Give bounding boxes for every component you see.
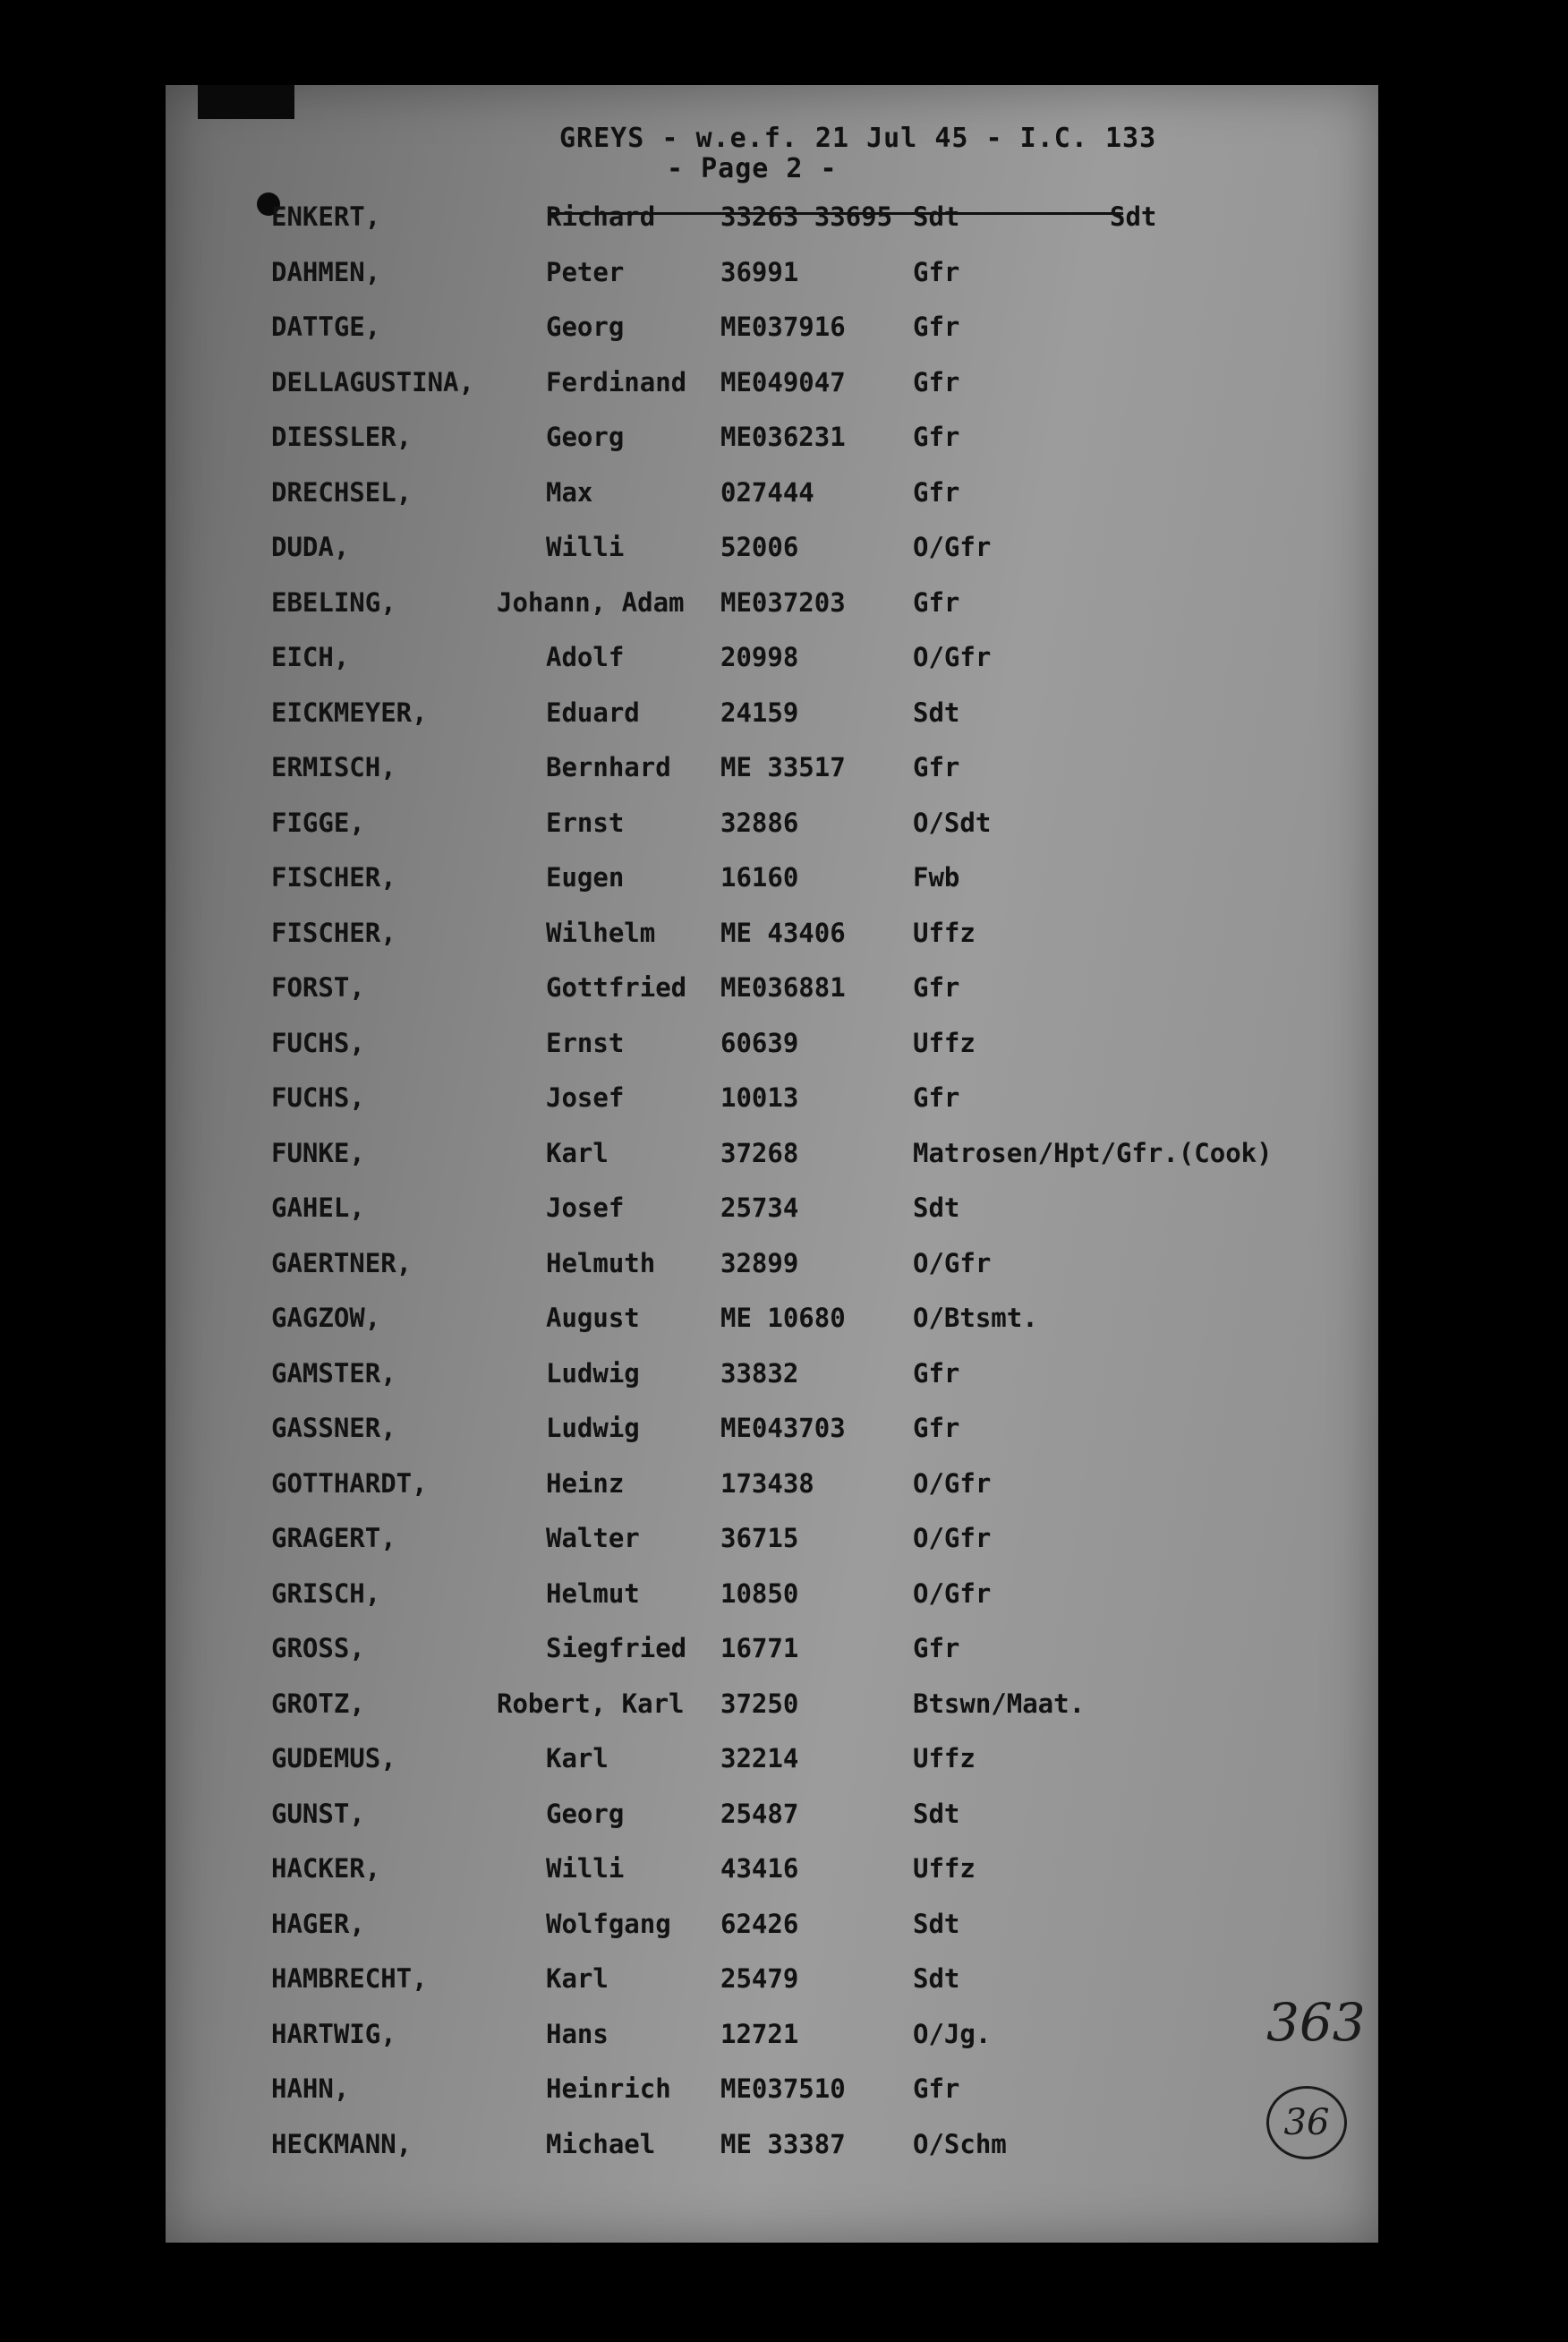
given-name-cell: Helmut — [546, 1577, 640, 1609]
surname-cell: EBELING, — [271, 586, 396, 618]
rank-cell: Gfr — [913, 1357, 960, 1389]
service-number-cell: 32214 — [720, 1743, 799, 1774]
document-page — [166, 85, 1378, 2243]
list-row — [166, 1021, 1378, 1076]
rank-cell: Sdt — [913, 697, 960, 728]
list-row — [166, 800, 1378, 856]
list-row — [166, 2066, 1378, 2122]
rank-cell: O/Gfr — [913, 1577, 992, 1609]
service-number-cell: 36991 — [720, 256, 799, 287]
rank-cell: Gfr — [913, 366, 960, 397]
circled-number-text: 36 — [1283, 2102, 1330, 2143]
surname-cell: FISCHER, — [271, 862, 396, 893]
rank-cell: Uffz — [913, 917, 976, 948]
rank-cell: O/Sdt — [913, 807, 992, 838]
surname-cell: HECKMANN, — [271, 2128, 413, 2159]
list-row — [166, 1681, 1378, 1737]
list-row — [166, 580, 1378, 636]
given-name-cell: Johann, Adam — [497, 586, 685, 618]
given-name-cell: Gottfried — [546, 972, 687, 1003]
service-number-cell: 37250 — [720, 1688, 799, 1719]
service-number-cell: 12721 — [720, 2018, 799, 2049]
surname-cell: GOTTHARDT, — [271, 1467, 428, 1499]
surname-cell: HAGER, — [271, 1908, 365, 1939]
surname-cell: GUDEMUS, — [271, 1743, 396, 1774]
list-row — [166, 2122, 1378, 2177]
service-number-cell: ME037510 — [720, 2073, 846, 2104]
rank-cell: Uffz — [913, 1853, 976, 1884]
rank-cell: O/Gfr — [913, 1467, 992, 1499]
list-row — [166, 1956, 1378, 2012]
surname-cell: FUNKE, — [271, 1137, 365, 1168]
service-number-cell: 10013 — [720, 1082, 799, 1113]
given-name-cell: Eduard — [546, 697, 640, 728]
given-name-cell: Ludwig — [546, 1357, 640, 1389]
rank-cell: Sdt — [913, 1963, 960, 1994]
list-row — [166, 1736, 1378, 1791]
given-name-cell: Michael — [546, 2128, 656, 2159]
rank-cell: Gfr — [913, 586, 960, 618]
given-name-cell: Adolf — [546, 642, 625, 672]
service-number-cell: 33832 — [720, 1357, 799, 1389]
surname-cell: EICKMEYER, — [271, 697, 428, 728]
list-row — [166, 1131, 1378, 1186]
rank-cell: Fwb — [913, 862, 960, 893]
surname-cell: FISCHER, — [271, 917, 396, 948]
service-number-cell: 10850 — [720, 1577, 799, 1609]
rank-cell: O/Gfr — [913, 1247, 992, 1278]
given-name-cell: Ludwig — [546, 1413, 640, 1443]
rank-cell: Gfr — [913, 312, 960, 342]
rank-cell: Gfr — [913, 256, 960, 287]
list-row — [166, 855, 1378, 910]
surname-cell: DUDA, — [271, 532, 350, 562]
given-name-cell: Georg — [546, 312, 625, 342]
given-name-cell: Karl — [546, 1963, 609, 1994]
list-row — [166, 304, 1378, 360]
given-name-cell: Helmuth — [546, 1247, 656, 1278]
given-name-cell: Peter — [546, 256, 625, 287]
personnel-list — [166, 194, 1378, 2176]
service-number-cell: 33263 33695 — [720, 201, 893, 232]
service-number-cell: 24159 — [720, 697, 799, 728]
service-number-cell: ME036231 — [720, 422, 846, 452]
list-row — [166, 910, 1378, 966]
list-row — [166, 1185, 1378, 1241]
list-row — [166, 635, 1378, 690]
service-number-cell: 60639 — [720, 1027, 799, 1058]
service-number-cell: ME049047 — [720, 366, 846, 397]
rank-cell: O/Gfr — [913, 642, 992, 672]
surname-cell: GAMSTER, — [271, 1357, 396, 1389]
rank-cell: Gfr — [913, 1413, 960, 1443]
given-name-cell: Ernst — [546, 1027, 625, 1058]
list-row — [166, 745, 1378, 800]
surname-cell: DATTGE, — [271, 312, 381, 342]
surname-cell: FORST, — [271, 972, 365, 1003]
surname-cell: HAHN, — [271, 2073, 350, 2104]
service-number-cell: 62426 — [720, 1908, 799, 1939]
surname-cell: DIESSLER, — [271, 422, 413, 452]
given-name-cell: Siegfried — [546, 1633, 687, 1663]
surname-cell: ERMISCH, — [271, 752, 396, 782]
surname-cell: GRISCH, — [271, 1577, 381, 1609]
rank-cell: Gfr — [913, 2073, 960, 2104]
surname-cell: DELLAGUSTINA, — [271, 366, 474, 397]
list-row — [166, 1846, 1378, 1902]
service-number-cell: 25487 — [720, 1798, 799, 1829]
list-row — [166, 1571, 1378, 1627]
surname-cell: GAHEL, — [271, 1192, 365, 1223]
rank-cell: Btswn/Maat. — [913, 1688, 1086, 1719]
service-number-cell: 25734 — [720, 1192, 799, 1223]
given-name-cell: Josef — [546, 1192, 625, 1223]
given-name-cell: Wolfgang — [546, 1908, 671, 1939]
list-row — [166, 1902, 1378, 1957]
list-row — [166, 1241, 1378, 1296]
rank-cell: Gfr — [913, 1633, 960, 1663]
given-name-cell: Walter — [546, 1523, 640, 1553]
given-name-cell: Josef — [546, 1082, 625, 1113]
surname-cell: DAHMEN, — [271, 256, 381, 287]
given-name-cell: Bernhard — [546, 752, 671, 782]
list-row — [166, 965, 1378, 1021]
given-name-cell: Ferdinand — [546, 366, 687, 397]
rank-cell: Gfr — [913, 752, 960, 782]
service-number-cell: 16771 — [720, 1633, 799, 1663]
list-row — [166, 1295, 1378, 1351]
list-row — [166, 360, 1378, 415]
service-number-cell: 43416 — [720, 1853, 799, 1884]
given-name-cell: Ernst — [546, 807, 625, 838]
surname-cell: GROTZ, — [271, 1688, 365, 1719]
given-name-cell: Georg — [546, 1798, 625, 1829]
black-tab-mark — [198, 85, 294, 119]
service-number-cell: 36715 — [720, 1523, 799, 1553]
handwritten-circled-number — [1266, 2086, 1347, 2159]
rank-cell: O/Schm — [913, 2128, 1007, 2159]
service-number-cell: ME 10680 — [720, 1303, 846, 1333]
given-name-cell: Karl — [546, 1743, 609, 1774]
surname-cell: HAMBRECHT, — [271, 1963, 428, 1994]
extra-note-cell: Sdt — [1110, 201, 1157, 232]
service-number-cell: 37268 — [720, 1137, 799, 1168]
surname-cell: HARTWIG, — [271, 2018, 396, 2049]
service-number-cell: ME 43406 — [720, 917, 846, 948]
given-name-cell: Wilhelm — [546, 917, 656, 948]
surname-cell: GAGZOW, — [271, 1303, 381, 1333]
rank-cell: Sdt — [913, 1192, 960, 1223]
given-name-cell: August — [546, 1303, 640, 1333]
service-number-cell: 027444 — [720, 476, 814, 508]
rank-cell: O/Jg. — [913, 2018, 992, 2049]
list-row — [166, 470, 1378, 526]
surname-cell: FIGGE, — [271, 807, 365, 838]
given-name-cell: Willi — [546, 532, 625, 562]
rank-cell: Sdt — [913, 1798, 960, 1829]
service-number-cell: 25479 — [720, 1963, 799, 1994]
surname-cell: DRECHSEL, — [271, 476, 413, 508]
service-number-cell: 32886 — [720, 807, 799, 838]
list-row — [166, 1461, 1378, 1517]
given-name-cell: Heinrich — [546, 2073, 671, 2104]
list-row — [166, 250, 1378, 305]
given-name-cell: Eugen — [546, 862, 625, 893]
header-page-label: - Page 2 - — [667, 153, 838, 184]
service-number-cell: ME 33517 — [720, 752, 846, 782]
service-number-cell: ME037916 — [720, 312, 846, 342]
handwritten-page-number: 363 — [1266, 1992, 1366, 2053]
surname-cell: GRAGERT, — [271, 1523, 396, 1553]
rank-cell: O/Btsmt. — [913, 1303, 1038, 1333]
service-number-cell: 52006 — [720, 532, 799, 562]
rank-cell: Gfr — [913, 422, 960, 452]
rank-cell: Gfr — [913, 1082, 960, 1113]
service-number-cell: 32899 — [720, 1247, 799, 1278]
list-row — [166, 1351, 1378, 1406]
rank-cell: Sdt — [913, 1908, 960, 1939]
rank-cell: Uffz — [913, 1743, 976, 1774]
header-title: GREYS - w.e.f. 21 Jul 45 - I.C. 133 — [559, 123, 1157, 154]
surname-cell: ENKERT, — [271, 201, 381, 232]
service-number-cell: 16160 — [720, 862, 799, 893]
surname-cell: EICH, — [271, 642, 350, 672]
given-name-cell: Robert, Karl — [497, 1688, 685, 1719]
given-name-cell: Max — [546, 476, 593, 508]
surname-cell: HACKER, — [271, 1853, 381, 1884]
list-row — [166, 1626, 1378, 1681]
rank-cell: Gfr — [913, 476, 960, 508]
surname-cell: GUNST, — [271, 1798, 365, 1829]
rank-cell: Uffz — [913, 1027, 976, 1058]
list-row — [166, 1406, 1378, 1461]
list-row — [166, 525, 1378, 580]
service-number-cell: ME037203 — [720, 586, 846, 618]
given-name-cell: Karl — [546, 1137, 609, 1168]
surname-cell: FUCHS, — [271, 1082, 365, 1113]
given-name-cell: Hans — [546, 2018, 609, 2049]
list-row — [166, 194, 1378, 250]
rank-cell: O/Gfr — [913, 532, 992, 562]
surname-cell: GROSS, — [271, 1633, 365, 1663]
service-number-cell: 20998 — [720, 642, 799, 672]
surname-cell: GAERTNER, — [271, 1247, 413, 1278]
service-number-cell: ME036881 — [720, 972, 846, 1003]
list-row — [166, 1075, 1378, 1131]
rank-cell: Matrosen/Hpt/Gfr.(Cook) — [913, 1137, 1273, 1168]
list-row — [166, 2012, 1378, 2067]
rank-cell: O/Gfr — [913, 1523, 992, 1553]
given-name-cell: Georg — [546, 422, 625, 452]
given-name-cell: Heinz — [546, 1467, 625, 1499]
service-number-cell: 173438 — [720, 1467, 814, 1499]
list-row — [166, 690, 1378, 746]
list-row — [166, 415, 1378, 470]
given-name-cell: Richard — [546, 201, 656, 232]
rank-cell: Sdt — [913, 201, 960, 232]
surname-cell: GASSNER, — [271, 1413, 396, 1443]
given-name-cell: Willi — [546, 1853, 625, 1884]
rank-cell: Gfr — [913, 972, 960, 1003]
list-row — [166, 1516, 1378, 1571]
list-row — [166, 1791, 1378, 1847]
service-number-cell: ME043703 — [720, 1413, 846, 1443]
surname-cell: FUCHS, — [271, 1027, 365, 1058]
service-number-cell: ME 33387 — [720, 2128, 846, 2159]
